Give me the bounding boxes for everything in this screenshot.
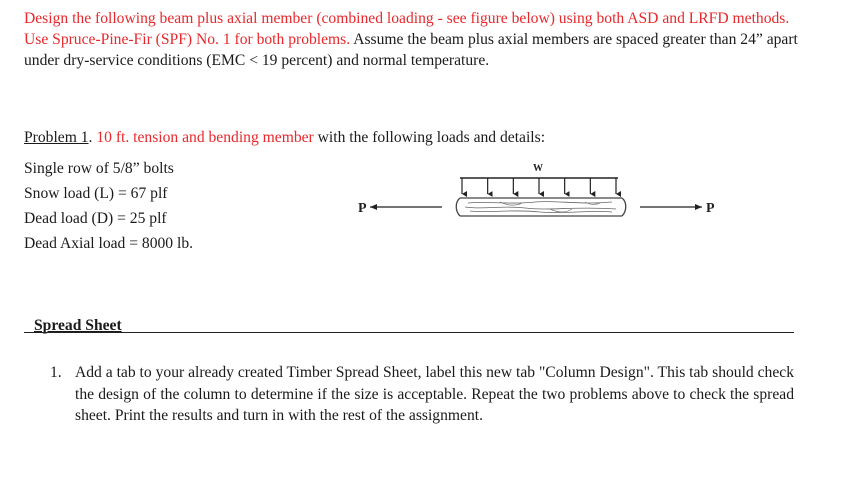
- problem-details: [24, 156, 193, 256]
- list-item: [50, 362, 794, 427]
- problem-red-text: 10 ft. tension and bending member: [96, 129, 314, 146]
- detail-axial-load: Dead Axial load = 8000 lb.: [24, 235, 194, 252]
- load-arrows: [462, 178, 616, 194]
- detail-bolts: Single row of 5/8” bolts: [24, 160, 174, 177]
- detail-snow-load: Snow load (L) = 67 plf: [24, 185, 168, 202]
- problem-label: Problem 1: [24, 129, 89, 146]
- load-label: W: [533, 163, 543, 174]
- problem-black-text: with the following loads and details:: [313, 129, 546, 146]
- left-force-label: P: [358, 201, 367, 216]
- beam-figure: [350, 158, 730, 248]
- right-force-label: P: [706, 201, 715, 216]
- problem-dot: .: [88, 129, 97, 146]
- beam: [456, 198, 626, 216]
- intro-black-text: Assume the beam plus axial members are spaced greater than 24” apart under dry-service conditions (EMC < 19 percent) and normal temperature.: [24, 31, 798, 69]
- detail-dead-load: Dead load (D) = 25 plf: [24, 210, 167, 227]
- intro-paragraph: [24, 8, 814, 71]
- heading-divider: [24, 332, 794, 333]
- list-item-number: 1.: [50, 364, 62, 381]
- list-item-text: Add a tab to your already created Timber Spread Sheet, label this new tab "Column Design". This tab should check the design of the column to determine if the size is acceptable. Repeat the two problems above to check the spread sheet. Print the results and turn in with the rest of the assignment.: [75, 364, 794, 424]
- spread-sheet-heading: Spread Sheet: [34, 317, 122, 334]
- problem-heading: [24, 127, 545, 148]
- intro-red-text: Design the following beam plus axial member (combined loading - see figure below) using both ASD and LRFD methods. Use Spruce-Pine-Fir (SPF) No. 1 for both problems.: [24, 10, 790, 48]
